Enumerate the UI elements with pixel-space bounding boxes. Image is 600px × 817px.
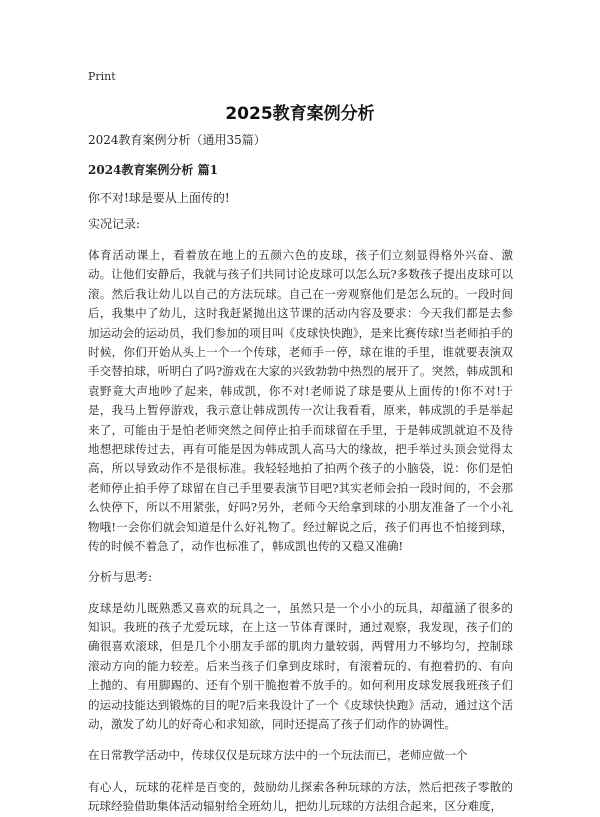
teaching-paragraph: 在日常教学活动中，传球仅仅是玩球方法中的一个玩法而已，老师应做一个 [88, 748, 468, 763]
analysis-paragraph: 皮球是幼儿既熟悉又喜欢的玩具之一，虽然只是一个小小的玩具，却蕴涵了很多的知识。我班的孩子尤爱玩球，在上这一节体育课时，通过观察，我发现，孩子们的确很喜欢滚球，但是几个小朋友手部的肌肉力量较弱，两臂用力不够均匀，控制球滚动方向的能力较差。后来当孩子们拿到皮球时，有滚着玩的、有抱着扔的、有向上抛的、有用脚踢的、还有个别干脆抱着不放手的。如何利用皮球发展我班孩子们的运动技能达到锻炼的目的呢?后来我设计了一个《皮球快快跑》活动，通过这个活动，激发了幼儿的好奇心和求知欲，同时还提高了孩子们动作的协调性。 [88, 600, 513, 731]
document-subtitle: 2024教育案例分析（通用35篇） [88, 133, 266, 147]
section-heading: 2024教育案例分析 篇1 [88, 163, 218, 177]
document-body [88, 132, 513, 817]
record-label: 实况记录: [88, 217, 141, 231]
record-paragraph: 体育活动课上，看着放在地上的五颜六色的皮球，孩子们立刻显得格外兴奋、激动。让他们安静后，我就与孩子们共同讨论皮球可以怎么玩?多数孩子提出皮球可以滚。然后我让幼儿以自己的方法玩球。自己在一旁观察他们是怎么玩的。一段时间后，我集中了幼儿，这时我赶紧抛出这节课的活动内容及要求：今天我们都是去参加运动会的运动员，我们参加的项目叫《皮球快快跑》，是来比赛传球!当老师拍手的时候，你们开始从头上一个一个传球，老师手一停，球在谁的手里，谁就要表演双手交替拍球，听明白了吗?游戏在大家的兴致勃勃中热烈的展开了。突然，韩成凯和袁野竟大声地吵了起来，韩成凯，你不对!老师说了球是要从上面传的!你不对!于是，我马上暂停游戏，我示意让韩成凯传一次让我看看，原来，韩成凯的手是举起来了，可能由于是怕老师突然之间停止拍手而球留在手里，于是韩成凯就迫不及待地想把球传过去，再有可能是因为韩成凯人高马大的缘故，把手举过头顶会觉得太高，所以导致动作不是很标准。我轻轻地拍了拍两个孩子的小脑袋，说：你们是怕老师停止拍手停了球留在自己手里要表演节目吧?其实老师会拍一段时间的，不会那么快停下，所以不用紧张，好吗?另外，老师今天给拿到球的小朋友准备了一个小礼物哦!一会你们就会知道是什么好礼物了。经过解说之后，孩子们再也不怕接到球，传的时候不着急了，动作也标准了，韩成凯也传的又稳又准确! [88, 248, 513, 554]
intro-quote: 你不对!球是要从上面传的! [88, 191, 230, 205]
closing-paragraph: 有心人，玩球的花样是百变的，鼓励幼儿探索各种玩球的方法，然后把孩子零散的玩球经验借助集体活动辐射给全班幼儿，把幼儿玩球的方法组合起来，区分难度， [88, 779, 513, 814]
document-title: 2025教育案例分析 [225, 104, 375, 124]
analysis-label: 分析与思考: [88, 569, 153, 584]
print-link[interactable]: Print [88, 70, 116, 83]
